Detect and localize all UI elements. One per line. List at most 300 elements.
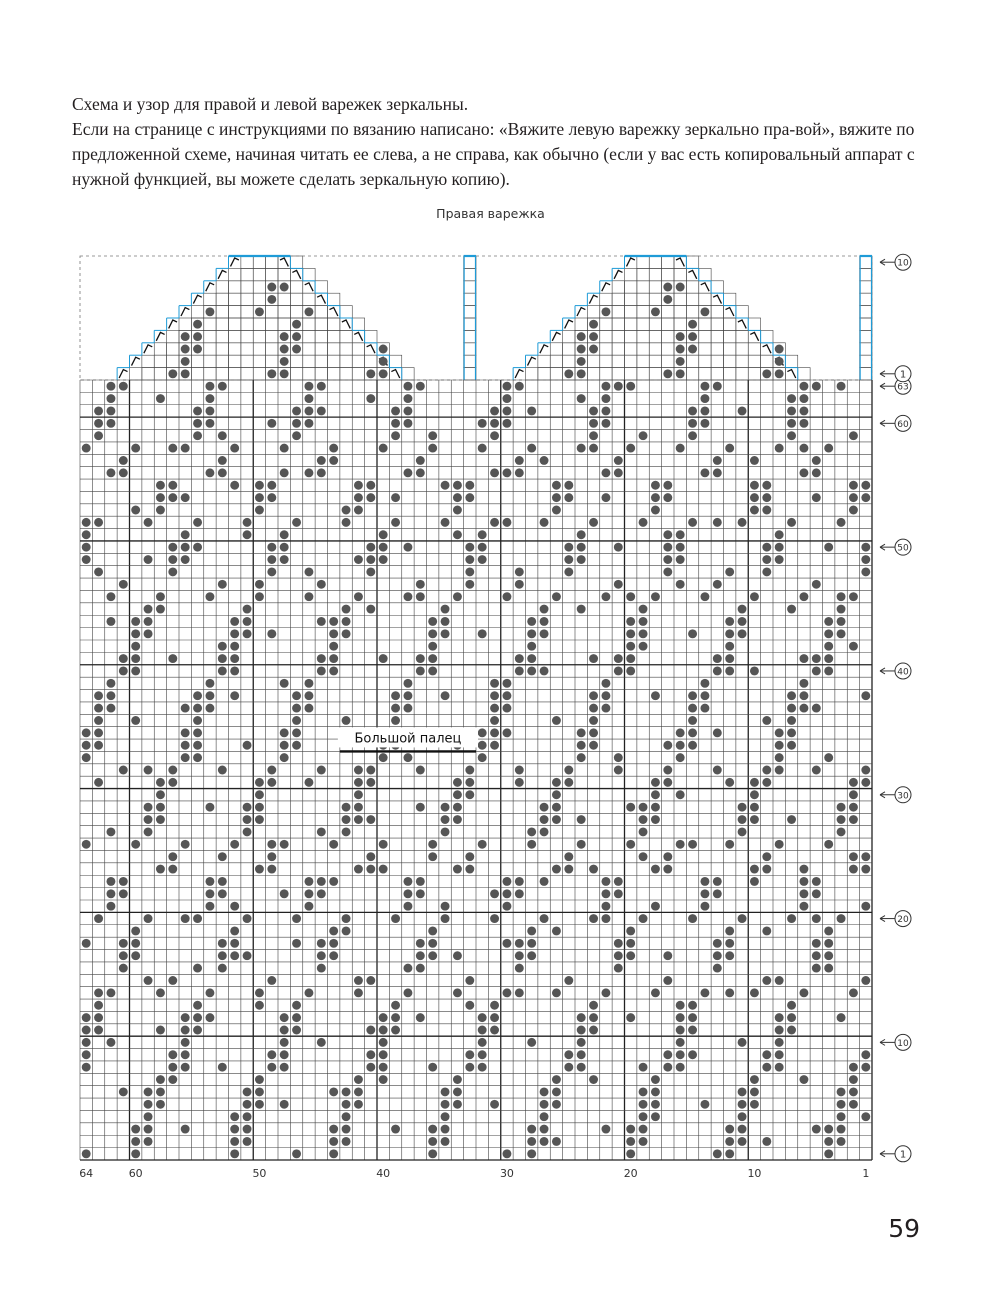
stitch-dot	[614, 666, 623, 675]
stitch-dot	[82, 1026, 91, 1035]
stitch-dot	[131, 1125, 140, 1134]
top-cell	[600, 368, 612, 380]
stitch-dot	[193, 332, 202, 341]
stitch-dot	[416, 1013, 425, 1022]
decrease-symbol	[540, 345, 548, 353]
stitch-dot	[131, 840, 140, 849]
stitch-dot	[824, 1149, 833, 1158]
stitch-dot	[428, 629, 437, 638]
stitch-dot	[639, 642, 648, 651]
stitch-dot	[626, 629, 635, 638]
top-cell	[860, 318, 872, 330]
stitch-dot	[589, 518, 598, 527]
decrease-symbol	[750, 332, 758, 340]
top-cell	[315, 281, 327, 293]
stitch-dot	[502, 406, 511, 415]
stitch-dot	[205, 307, 214, 316]
stitch-dot	[577, 555, 586, 564]
stitch-dot	[230, 691, 239, 700]
stitch-dot	[688, 406, 697, 415]
stitch-dot	[403, 394, 412, 403]
stitch-dot	[243, 914, 252, 923]
stitch-dot	[651, 1087, 660, 1096]
stitch-dot	[329, 666, 338, 675]
stitch-dot	[750, 666, 759, 675]
stitch-dot	[651, 902, 660, 911]
stitch-dot	[267, 567, 276, 576]
top-cell	[587, 306, 599, 318]
stitch-dot	[564, 852, 573, 861]
top-cell	[711, 355, 723, 367]
top-cell	[229, 318, 241, 330]
stitch-dot	[391, 518, 400, 527]
stitch-dot	[700, 988, 709, 997]
stitch-dot	[577, 605, 586, 614]
stitch-dot	[255, 592, 264, 601]
stitch-dot	[156, 1026, 165, 1035]
stitch-dot	[688, 704, 697, 713]
stitch-dot	[379, 1013, 388, 1022]
row-marker-label: 30	[897, 791, 909, 802]
stitch-dot	[515, 766, 524, 775]
stitch-dot	[676, 1038, 685, 1047]
stitch-dot	[317, 766, 326, 775]
stitch-dot	[243, 518, 252, 527]
stitch-dot	[82, 555, 91, 564]
stitch-dot	[502, 1149, 511, 1158]
top-cell	[711, 343, 723, 355]
stitch-dot	[465, 1001, 474, 1010]
stitch-dot	[651, 1112, 660, 1121]
stitch-dot	[106, 877, 115, 886]
decrease-symbol	[218, 270, 226, 278]
top-cell	[612, 330, 624, 342]
stitch-dot	[205, 704, 214, 713]
top-cell	[526, 368, 538, 380]
thumb-label: Большой палец	[354, 731, 462, 747]
intro-line-2: Если на странице с инструкциями по вязанию написано: «Вяжите левую варежку зеркально пра-вой», вяжите по предложенной схеме, начиная читать ее слева, а не справа, как обычно (если у вас есть копировальный аппарат с нужной функцией, вы можете сделать зеркальную копию).	[72, 119, 915, 189]
stitch-dot	[540, 914, 549, 923]
stitch-dot	[478, 444, 487, 453]
stitch-dot	[379, 530, 388, 539]
stitch-dot	[552, 865, 561, 874]
stitch-dot	[181, 1026, 190, 1035]
stitch-dot	[614, 468, 623, 477]
stitch-dot	[478, 1038, 487, 1047]
stitch-dot	[861, 1063, 870, 1072]
top-row-marker-label: 1	[899, 369, 907, 381]
stitch-dot	[849, 803, 858, 812]
stitch-dot	[639, 1112, 648, 1121]
stitch-dot	[564, 865, 573, 874]
top-cell	[253, 281, 265, 293]
stitch-dot	[515, 889, 524, 898]
stitch-dot	[688, 728, 697, 737]
stitch-dot	[849, 592, 858, 601]
stitch-dot	[304, 592, 313, 601]
stitch-dot	[564, 481, 573, 490]
stitch-dot	[663, 369, 672, 378]
stitch-dot	[552, 1087, 561, 1096]
stitch-dot	[205, 889, 214, 898]
stitch-dot	[391, 493, 400, 502]
stitch-dot	[416, 592, 425, 601]
stitch-dot	[787, 914, 796, 923]
stitch-dot	[441, 902, 450, 911]
intro-line-1: Схема и узор для правой и левой варежек зеркальны.	[72, 94, 469, 114]
stitch-dot	[156, 493, 165, 502]
stitch-dot	[379, 444, 388, 453]
stitch-dot	[812, 951, 821, 960]
stitch-dot	[119, 666, 128, 675]
stitch-dot	[267, 481, 276, 490]
stitch-dot	[688, 629, 697, 638]
top-cell	[142, 368, 154, 380]
stitch-dot	[762, 369, 771, 378]
stitch-dot	[478, 530, 487, 539]
stitch-dot	[342, 506, 351, 515]
stitch-dot	[94, 778, 103, 787]
stitch-dot	[144, 518, 153, 527]
stitch-dot	[205, 419, 214, 428]
stitch-dot	[280, 555, 289, 564]
stitch-dot	[849, 1100, 858, 1109]
stitch-dot	[218, 951, 227, 960]
stitch-dot	[354, 988, 363, 997]
stitch-dot	[849, 481, 858, 490]
stitch-dot	[601, 988, 610, 997]
stitch-dot	[589, 431, 598, 440]
top-cell	[724, 368, 736, 380]
decrease-symbol	[231, 258, 239, 266]
stitch-dot	[416, 951, 425, 960]
stitch-dot	[82, 728, 91, 737]
top-cell	[662, 306, 674, 318]
stitch-dot	[205, 877, 214, 886]
stitch-dot	[651, 493, 660, 502]
decrease-symbol	[354, 332, 362, 340]
top-cell	[266, 306, 278, 318]
stitch-dot	[82, 753, 91, 762]
stitch-dot	[700, 406, 709, 415]
stitch-dot	[762, 481, 771, 490]
stitch-dot	[502, 419, 511, 428]
stitch-dot	[168, 976, 177, 985]
stitch-dot	[577, 530, 586, 539]
stitch-dot	[676, 555, 685, 564]
stitch-dot	[193, 716, 202, 725]
stitch-dot	[280, 728, 289, 737]
stitch-dot	[688, 1026, 697, 1035]
top-cell	[340, 355, 352, 367]
stitch-dot	[762, 976, 771, 985]
stitch-dot	[837, 1100, 846, 1109]
top-cell	[315, 343, 327, 355]
stitch-dot	[837, 1112, 846, 1121]
stitch-dot	[255, 988, 264, 997]
x-tick-label: 30	[499, 1167, 514, 1180]
stitch-dot	[317, 382, 326, 391]
stitch-dot	[663, 295, 672, 304]
stitch-dot	[577, 728, 586, 737]
stitch-dot	[193, 728, 202, 737]
stitch-dot	[403, 964, 412, 973]
top-cell	[637, 306, 649, 318]
stitch-dot	[799, 592, 808, 601]
stitch-dot	[589, 865, 598, 874]
stitch-dot	[750, 803, 759, 812]
decrease-symbol	[144, 345, 152, 353]
stitch-dot	[329, 642, 338, 651]
stitch-dot	[639, 914, 648, 923]
stitch-dot	[193, 914, 202, 923]
stitch-dot	[601, 914, 610, 923]
stitch-dot	[775, 1026, 784, 1035]
stitch-dot	[354, 592, 363, 601]
stitch-dot	[577, 394, 586, 403]
stitch-dot	[799, 406, 808, 415]
stitch-dot	[304, 567, 313, 576]
stitch-dot	[465, 493, 474, 502]
stitch-dot	[799, 444, 808, 453]
stitch-dot	[639, 617, 648, 626]
stitch-dot	[775, 1050, 784, 1059]
stitch-dot	[799, 394, 808, 403]
stitch-dot	[540, 617, 549, 626]
stitch-dot	[502, 889, 511, 898]
top-cell	[649, 318, 661, 330]
top-cell	[328, 293, 340, 305]
stitch-dot	[663, 741, 672, 750]
stitch-dot	[663, 555, 672, 564]
stitch-dot	[713, 951, 722, 960]
stitch-dot	[837, 1013, 846, 1022]
stitch-dot	[552, 1075, 561, 1084]
stitch-dot	[181, 530, 190, 539]
stitch-dot	[540, 666, 549, 675]
stitch-dot	[837, 914, 846, 923]
stitch-dot	[601, 889, 610, 898]
stitch-dot	[626, 654, 635, 663]
top-cell	[550, 368, 562, 380]
stitch-dot	[82, 840, 91, 849]
decrease-symbol	[763, 345, 771, 353]
top-cell	[191, 355, 203, 367]
top-cell	[686, 281, 698, 293]
stitch-dot	[502, 728, 511, 737]
stitch-dot	[601, 902, 610, 911]
top-cell	[686, 256, 698, 268]
stitch-dot	[243, 605, 252, 614]
stitch-dot	[317, 964, 326, 973]
stitch-dot	[354, 555, 363, 564]
stitch-dot	[465, 790, 474, 799]
stitch-dot	[106, 468, 115, 477]
top-cell	[748, 355, 760, 367]
stitch-dot	[490, 1001, 499, 1010]
top-cell	[253, 330, 265, 342]
stitch-dot	[738, 1125, 747, 1134]
stitch-dot	[267, 976, 276, 985]
top-cell	[625, 368, 637, 380]
stitch-dot	[453, 865, 462, 874]
stitch-dot	[490, 691, 499, 700]
stitch-dot	[416, 382, 425, 391]
stitch-dot	[775, 840, 784, 849]
stitch-dot	[725, 666, 734, 675]
stitch-dot	[428, 1149, 437, 1158]
stitch-dot	[639, 1125, 648, 1134]
stitch-dot	[280, 345, 289, 354]
stitch-dot	[540, 1112, 549, 1121]
stitch-dot	[725, 778, 734, 787]
top-cell	[204, 318, 216, 330]
stitch-dot	[540, 518, 549, 527]
stitch-dot	[106, 394, 115, 403]
stitch-dot	[812, 468, 821, 477]
stitch-dot	[540, 1100, 549, 1109]
stitch-dot	[465, 976, 474, 985]
stitch-dot	[428, 840, 437, 849]
stitch-dot	[354, 790, 363, 799]
stitch-dot	[317, 406, 326, 415]
top-cell	[253, 368, 265, 380]
top-cell	[563, 343, 575, 355]
top-cell	[761, 355, 773, 367]
top-cell	[649, 330, 661, 342]
top-cell	[253, 355, 265, 367]
top-cell	[167, 343, 179, 355]
stitch-dot	[861, 691, 870, 700]
top-cell	[711, 318, 723, 330]
stitch-dot	[527, 406, 536, 415]
stitch-dot	[168, 481, 177, 490]
stitch-dot	[663, 543, 672, 552]
top-cell	[662, 256, 674, 268]
stitch-dot	[750, 481, 759, 490]
decrease-symbol	[552, 332, 560, 340]
top-cell	[860, 256, 872, 268]
stitch-dot	[775, 766, 784, 775]
stitch-dot	[775, 976, 784, 985]
stitch-dot	[106, 419, 115, 428]
stitch-dot	[713, 468, 722, 477]
stitch-dot	[738, 914, 747, 923]
stitch-dot	[366, 1050, 375, 1059]
stitch-dot	[255, 1075, 264, 1084]
top-cell	[686, 306, 698, 318]
top-cell	[229, 368, 241, 380]
top-cell	[216, 368, 228, 380]
stitch-dot	[639, 431, 648, 440]
top-cell	[612, 368, 624, 380]
stitch-dot	[725, 939, 734, 948]
stitch-dot	[354, 493, 363, 502]
stitch-dot	[106, 691, 115, 700]
stitch-dot	[156, 506, 165, 515]
stitch-dot	[267, 852, 276, 861]
stitch-dot	[354, 865, 363, 874]
stitch-dot	[676, 741, 685, 750]
stitch-dot	[94, 1013, 103, 1022]
stitch-dot	[342, 1100, 351, 1109]
stitch-dot	[663, 481, 672, 490]
stitch-dot	[787, 1013, 796, 1022]
stitch-dot	[713, 877, 722, 886]
stitch-dot	[416, 456, 425, 465]
stitch-dot	[614, 964, 623, 973]
stitch-dot	[342, 1112, 351, 1121]
stitch-dot	[267, 629, 276, 638]
stitch-dot	[243, 815, 252, 824]
stitch-dot	[255, 865, 264, 874]
stitch-dot	[849, 778, 858, 787]
stitch-dot	[230, 1137, 239, 1146]
stitch-dot	[490, 406, 499, 415]
stitch-dot	[639, 803, 648, 812]
stitch-dot	[589, 332, 598, 341]
stitch-dot	[379, 840, 388, 849]
stitch-dot	[317, 889, 326, 898]
stitch-dot	[181, 1038, 190, 1047]
top-cell	[649, 281, 661, 293]
stitch-dot	[230, 444, 239, 453]
top-cell	[278, 268, 290, 280]
stitch-dot	[527, 617, 536, 626]
stitch-dot	[428, 1137, 437, 1146]
stitch-dot	[787, 704, 796, 713]
stitch-dot	[601, 468, 610, 477]
stitch-dot	[304, 394, 313, 403]
stitch-dot	[589, 914, 598, 923]
stitch-dot	[478, 1013, 487, 1022]
stitch-dot	[416, 964, 425, 973]
stitch-dot	[156, 394, 165, 403]
stitch-dot	[639, 1137, 648, 1146]
top-cell	[290, 306, 302, 318]
stitch-dot	[292, 1001, 301, 1010]
top-cell	[315, 368, 327, 380]
stitch-dot	[156, 988, 165, 997]
stitch-dot	[119, 939, 128, 948]
decrease-symbol	[688, 270, 696, 278]
stitch-dot	[824, 642, 833, 651]
stitch-dot	[589, 320, 598, 329]
top-cell	[266, 330, 278, 342]
top-cell	[674, 306, 686, 318]
stitch-dot	[280, 357, 289, 366]
stitch-dot	[131, 1149, 140, 1158]
stitch-dot	[181, 345, 190, 354]
stitch-dot	[168, 543, 177, 552]
stitch-dot	[688, 1001, 697, 1010]
decrease-symbol	[342, 320, 350, 328]
stitch-dot	[589, 444, 598, 453]
top-cell	[290, 256, 302, 268]
stitch-dot	[713, 1149, 722, 1158]
stitch-dot	[799, 865, 808, 874]
stitch-dot	[119, 580, 128, 589]
stitch-dot	[812, 889, 821, 898]
stitch-dot	[94, 716, 103, 725]
stitch-dot	[577, 543, 586, 552]
stitch-dot	[490, 1026, 499, 1035]
top-cell	[352, 368, 364, 380]
stitch-dot	[317, 951, 326, 960]
top-cell	[241, 330, 253, 342]
stitch-dot	[342, 914, 351, 923]
stitch-dot	[688, 419, 697, 428]
